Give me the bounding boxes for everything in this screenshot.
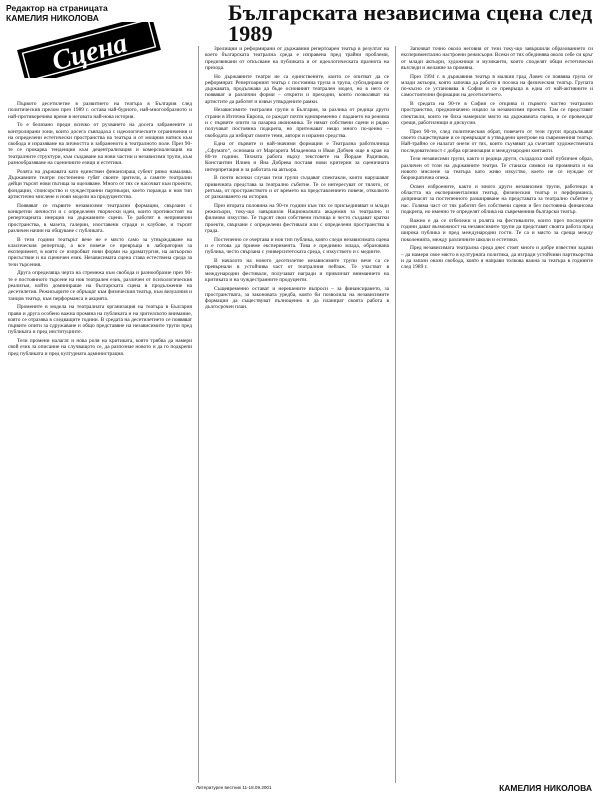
editor-role: Редактор на страницата	[6, 3, 108, 13]
editor-credit	[6, 3, 186, 23]
column-divider	[395, 46, 396, 783]
paragraph: Появяват се първите независими театрални формации, свързани с конкретни личности и с определени творчески идеи, които противостоят на репертоарната инерция на държавните сцени. Те работят в непривични пространства, в мазета, галерии, изоставени сгради и клубове, и търсят различен начин на общуване с публиката.	[8, 202, 192, 234]
article-headline: Българската независима сцена след 1989	[228, 0, 593, 46]
column-divider	[198, 46, 199, 783]
paragraph: В средата на 90-те в София се открива и първото частно театрално пространство, предназначено изцяло за независими проекти. Там се представят спектакли, които не биха намерили място на държавната сцена, и се провеждат срещи, работилници и дискусии.	[401, 101, 593, 127]
paragraph: Пред независимата театрална среда днес стоят много и добре известни задачи – да намери свое място в културната политика, да изгради устойчиви партньорства и да запази онази свобода, която я направи толкова важна за театъра в годините след 1989 г.	[401, 245, 593, 271]
paragraph: В началото на новото десетилетие независимите трупи вече са се превърнали в устойчива част от театралния пейзаж. Те участват в международни фестивали, получават награди и привличат вниманието на критиката и на чуждестранните продуценти.	[205, 257, 389, 283]
paragraph: Освен изброените, както и много други независими трупи, работещи в областта на експерименталния театър, физическия театър и перформанса, допринасят за постепенното разширяване на представата за театрално събитие у нас. Голяма част от тях работят без собствени сцени и без постоянна финансова подкрепа, но именно те определят облика на съвременния български театър.	[401, 183, 593, 216]
paragraph: Но държавните театри не са единствените, които се опитват да се реформират. Репертоарният театър с постоянна трупа и трупа, субсидирана от държавата, продължава да бъде основният театрален модел, но в него се появяват и различни форми – открити и преходни, които позволяват на артистите да работят и извън утвърдените рамки.	[205, 73, 389, 105]
paragraph: Една от първите и най-значими формации е Театрална работилница „Сфумато“, основана от Маргарита Младенова и Иван Добчев още в края на 80-те години. Тяхната работа върху текстовете на Йордан Радичков, Константин Илиев и Яна Добрева поставя нови критерии за сценичната интерпретация и за работата на актьора.	[205, 141, 389, 173]
article-column-2	[205, 46, 389, 783]
editor-name: КАМЕЛИЯ НИКОЛОВА	[6, 13, 99, 23]
paragraph: Промените в модела на театралната организация на театъра в България прави и друга особено важна промяна на публиката и на зрителското внимание, която се отразява в следващите години. В средата на десетилетието се появяват първите опити за сдружаване и общо представяне на независимите трупи пред публиката и пред институциите.	[8, 304, 192, 336]
paragraph: Тези независими групи, както и редица други, създадоха свой публичен образ, различен от този на държавните театри. Те станаха символ на промяната и на новото мислене за театъра като живо изкуство, което не се нуждае от бюрократична опека.	[401, 156, 593, 182]
paragraph: Важно е да се отбележи и ролята на фестивалите, които през последните години дават възможност на независимите трупи да представят своята работа пред широка публика и пред международни гости. Те са и място за среща между поколенията, между различните школи и естетики.	[401, 217, 593, 243]
paragraph: Независимите театрални групи в България, за разлика от редица други страни в Източна Европа, се раждат почти едновременно с падането на режима и с първите опити за пазарна икономика. Те нямат собствени сцени и рядко получават постоянна подкрепа, но притежават нещо много по-ценно – свободата да избират своите теми, автори и изразни средства.	[205, 107, 389, 139]
section-title: Сцена	[48, 27, 131, 78]
paragraph: То е белязано преди всичко от рухването на досега забранените и контролирани зони, които досега съвпадаха с идеологическите ограничения и на определени естетически пространства на театъра и от мощния натиск към свобода и изразяване на личността и забраненото в театралното поле. През 90-те се прокарва тенденция към децентрализация и комерсиализация на театралните структури, към създаване на нови частни и независими трупи, към разнообразяване на сценичните езици и естетики.	[8, 122, 192, 167]
paragraph: Постепенно се очертава и нов тип публика, която следи независимата сцена и е готова да приеме експеримента. Това е предимно млада, образована публика, често свързана с университетската среда, с изкуството и с медиите.	[205, 236, 389, 256]
paragraph: Започват точно около неговия от тези току-що завършили образованието си експериментално настроени режисьори. Всеки от тях обединява около себе си кръг от млади актьори, художници и музиканти, които споделят общи естетически възгледи и желание за промяна.	[401, 46, 593, 71]
issue-date: Литературен вестник 11-18.09.2001	[196, 785, 272, 790]
paragraph: През 90-те, след политическия обрат, повечето от тези групи продължават своето съществуване и се превръщат в утвърдени центрове на съвременния театър. Най-трайно се налагат онези от тях, които съумяват да съчетаят художествената последователност с добра организация и международни контакти.	[401, 128, 593, 154]
section-stamp	[14, 22, 164, 78]
paragraph: В почти всички случаи тези групи създават спектакли, които нарушават привичната представа за театрално събитие. Те се интересуват от тялото, от ритъма, от пространството и от времето на представлението повече, отколкото от разказването на история.	[205, 175, 389, 201]
paragraph: Зрелищни и реформирани от държавния репертоарен театър в резултат на което българската театрална среда е изправена пред трайни проблеми, предизвикани от откъсване на публиката и от идеологическата празнота на прехода.	[205, 46, 389, 71]
paragraph: В тези години театърът вече не е място само за утвърждаване на класическия репертоар, а все повече се превръща в лаборатория за експеримент, в която се изпробват нови форми на драматургия, на актьорско присъствие и на сценичен език. Независимата сцена става естествена среда за тези търсения.	[8, 236, 192, 268]
paragraph: Първото десетилетие в развитието на театъра в България след политическия прелом през 1989 г. остава най-бурното, най-многообразното и най-противоречиво време в неговата най-нова история.	[8, 101, 192, 120]
paragraph: Ролята на държавата като единствен финансиращ субект рязко намалява. Държавните театри постепенно губят своите зрители, а самите театрални дейци търсят нови пътища за оцеляване. Много от тях се насочват към проекти, фондации, спонсорство и чуждестранни партньори, което поражда и нов тип артистично мислене и нови модели на продуцентство.	[8, 168, 192, 200]
paragraph: През 1994 г. в държавния театър в малкия град Ловеч се появява група от млади актьори, която започва да работи в посока на физическия театър. Групата по-късно се установява в София и се превръща в една от най-активните и самостоятелни формации на десетилетието.	[401, 73, 593, 99]
article-column-3	[401, 46, 593, 782]
paragraph: Друга определяща черта на стремежа към свобода и разнообразие през 90-те е постоянното търсене на нов театрален език, различен от психологическия реализъм, който доминираше на българската сцена в продължение на десетилетия. Режисьорите се обръщат към физическия театър, към визуалния и танцов театър, към перформанса и акцията.	[8, 270, 192, 302]
paragraph: Тези промени налагат и нова роля на критиката, която трябва да намери свой език за описание на случващото се, да разпознае новото и да го подкрепи пред публиката и пред културната администрация.	[8, 338, 192, 357]
paragraph: Същевременно остават и нерешените въпроси – за финансирането, за пространствата, за законовата уредба, която би позволила на независимите формации да съществуват пълноценно и да планират своята работа в дългосрочен план.	[205, 285, 389, 311]
article-author: КАМЕЛИЯ НИКОЛОВА	[499, 783, 592, 793]
article-column-1	[8, 101, 192, 783]
paragraph: През втората половина на 90-те години към тях се присъединяват и млади режисьори, току-що завършили Националната академия за театрално и филмово изкуство. Те търсят свои собствени пътища и често създават кратки проекти, свързани с определени фестивали или с определени пространства в града.	[205, 202, 389, 234]
